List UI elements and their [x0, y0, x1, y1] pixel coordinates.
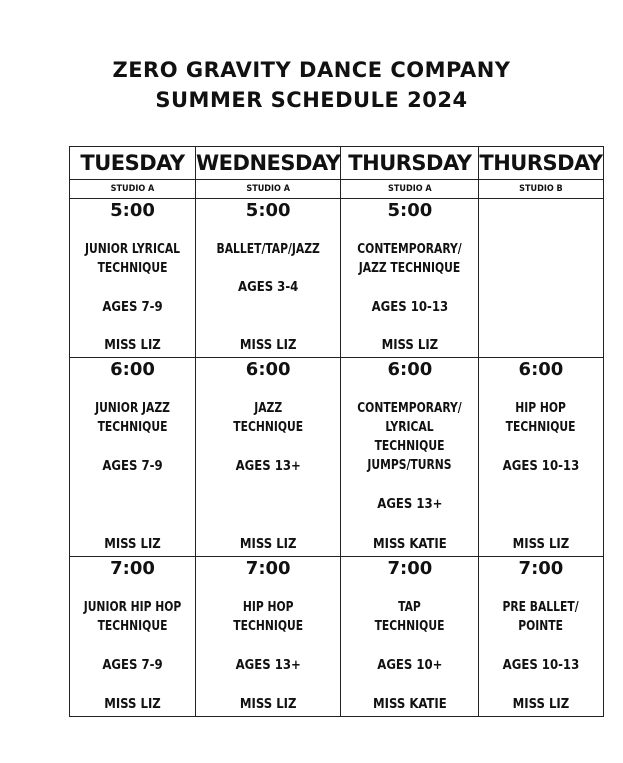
- time-row-5: [70, 199, 604, 358]
- class-ages: AGES 7-9: [102, 658, 163, 673]
- class-teacher: MISS LIZ: [512, 697, 570, 712]
- class-cell: [341, 557, 479, 717]
- class-time: 7:00: [518, 558, 564, 579]
- day-header: THURSDAY: [479, 147, 603, 180]
- class-teacher: MISS LIZ: [239, 537, 297, 552]
- class-cell: [341, 199, 479, 358]
- class-name-line: TECHNIQUE: [97, 420, 168, 435]
- class-cell: [196, 199, 341, 358]
- studio-label: STUDIO B: [479, 180, 603, 199]
- day-header: TUESDAY: [70, 147, 196, 180]
- class-name-line: JUNIOR JAZZ: [95, 401, 170, 416]
- studio-label: STUDIO A: [70, 180, 196, 199]
- class-teacher: MISS LIZ: [239, 697, 297, 712]
- class-ages: AGES 13+: [377, 497, 443, 512]
- studio-label: STUDIO A: [341, 180, 479, 199]
- day-header: WEDNESDAY: [196, 147, 341, 180]
- class-ages: AGES 10-13: [371, 300, 449, 315]
- class-ages: AGES 10-13: [502, 459, 580, 474]
- class-name-line: CONTEMPORARY/: [357, 401, 463, 416]
- class-name-line: TECHNIQUE: [233, 619, 304, 634]
- class-cell: [479, 358, 603, 557]
- class-cell: [70, 199, 196, 358]
- class-name-line: BALLET/TAP/JAZZ: [216, 242, 320, 257]
- class-name-line: JUNIOR HIP HOP: [83, 600, 182, 615]
- class-time: 7:00: [387, 558, 433, 579]
- class-name-line: TECHNIQUE: [97, 619, 168, 634]
- class-cell: [479, 199, 603, 358]
- class-teacher: MISS LIZ: [239, 338, 297, 353]
- class-cell: [341, 358, 479, 557]
- class-name-line: TAP: [398, 600, 422, 615]
- class-ages: AGES 13+: [235, 459, 301, 474]
- class-teacher: MISS LIZ: [104, 338, 161, 353]
- class-name-line: LYRICAL: [385, 420, 434, 435]
- class-name-line: TECHNIQUE: [233, 420, 304, 435]
- class-teacher: MISS LIZ: [104, 697, 161, 712]
- class-ages: AGES 7-9: [102, 459, 163, 474]
- class-cell: [70, 358, 196, 557]
- time-row-7: [70, 557, 604, 717]
- schedule-title: ZERO GRAVITY DANCE COMPANY: [112, 58, 511, 82]
- day-header-row: [70, 147, 604, 180]
- schedule-table: [69, 146, 604, 717]
- studio-label: STUDIO A: [196, 180, 341, 199]
- schedule-subtitle: SUMMER SCHEDULE 2024: [155, 88, 468, 112]
- class-teacher: MISS KATIE: [373, 697, 447, 712]
- class-name-line: JUNIOR LYRICAL: [84, 242, 181, 257]
- class-time: 6:00: [110, 359, 155, 380]
- class-name-line: TECHNIQUE: [374, 439, 445, 454]
- time-row-6: [70, 358, 604, 557]
- class-name-line: JAZZ TECHNIQUE: [359, 261, 461, 276]
- class-cell: [196, 557, 341, 717]
- class-name-line: TECHNIQUE: [97, 261, 168, 276]
- class-teacher: MISS LIZ: [512, 537, 570, 552]
- class-cell: [70, 557, 196, 717]
- class-cell: [196, 358, 341, 557]
- class-time: 5:00: [110, 200, 155, 221]
- class-name-line: HIP HOP: [515, 401, 567, 416]
- class-ages: AGES 7-9: [102, 300, 163, 315]
- class-name-line: JUMPS/TURNS: [367, 458, 452, 473]
- class-time: 7:00: [110, 558, 155, 579]
- class-teacher: MISS LIZ: [381, 338, 439, 353]
- class-teacher: MISS KATIE: [373, 537, 447, 552]
- class-name-line: TECHNIQUE: [374, 619, 445, 634]
- class-name-line: TECHNIQUE: [506, 420, 576, 435]
- class-time: 5:00: [387, 200, 433, 221]
- class-time: 6:00: [387, 359, 433, 380]
- day-header: THURSDAY: [341, 147, 479, 180]
- class-time: 5:00: [245, 200, 291, 221]
- class-cell: [479, 557, 603, 717]
- class-time: 6:00: [518, 359, 564, 380]
- class-name-line: POINTE: [518, 619, 564, 634]
- class-name-line: HIP HOP: [242, 600, 294, 615]
- class-ages: AGES 3-4: [238, 280, 299, 295]
- class-ages: AGES 10-13: [502, 658, 580, 673]
- class-teacher: MISS LIZ: [104, 537, 161, 552]
- class-name-line: JAZZ: [254, 401, 283, 416]
- class-ages: AGES 10+: [377, 658, 443, 673]
- studio-row: [70, 180, 604, 199]
- class-time: 6:00: [245, 359, 291, 380]
- class-ages: AGES 13+: [235, 658, 301, 673]
- class-name-line: CONTEMPORARY/: [357, 242, 463, 257]
- class-time: 7:00: [245, 558, 291, 579]
- class-name-line: PRE BALLET/: [502, 600, 580, 615]
